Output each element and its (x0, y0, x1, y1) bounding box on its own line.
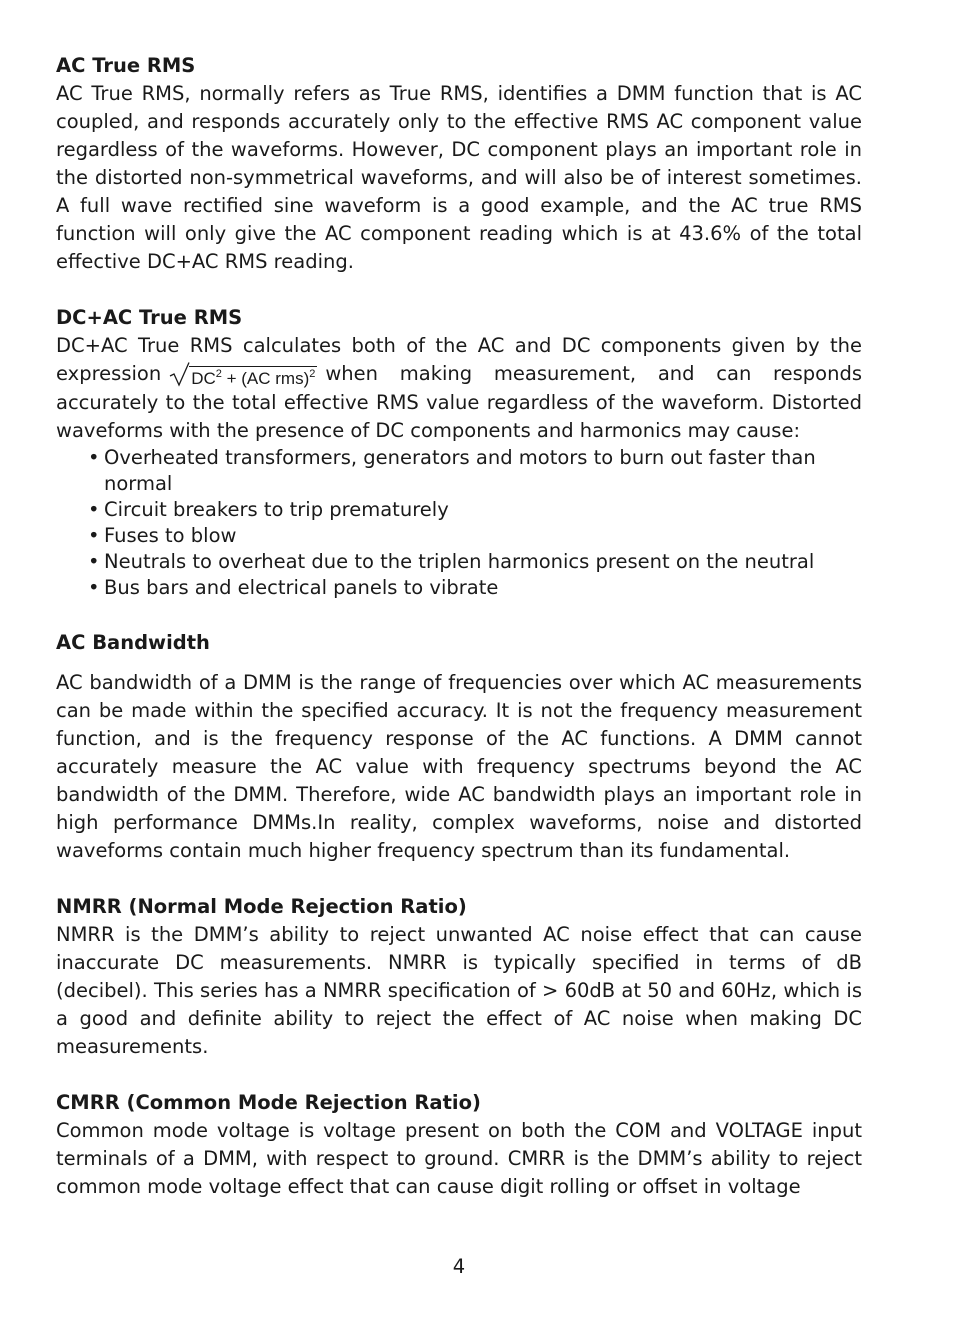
list-item (88, 445, 862, 497)
formula-dc: DC (191, 369, 216, 388)
formula-ac-exponent: 2 (309, 368, 316, 380)
paragraph-ac-bandwidth: AC bandwidth of a DMM is the range of frequencies over which AC measurements can be made within the specified accuracy. It is not the frequency measurement function, and is the frequency response of the AC functions. A DMM cannot accurately measure the AC value with frequency spectrums beyond the AC bandwidth of the DMM. Therefore, wide AC bandwidth plays an important role in high performance DMMs.In reality, complex waveforms, noise and distorted waveforms contain much higher frequency spectrum than its fundamental. (56, 671, 862, 862)
heading-nmrr: NMRR (Normal Mode Rejection Ratio) (56, 895, 467, 918)
square-root-icon (169, 361, 191, 387)
list-item (88, 523, 862, 549)
text-before-formula: DC+AC True RMS calculates both of the AC and DC components given by the expression (56, 334, 862, 385)
paragraph-ac-true-rms: AC True RMS, normally refers as True RMS, identifies a DMM function that is AC coupled, and responds accurately only to the effective RMS AC component value regardless of the waveforms. However, DC component plays an important role in the distorted non-symmetrical waveforms, and will also be of interest sometimes. A full wave rectified sine waveform is a good example, and the AC true RMS function will only give the AC component reading which is at 43.6% of the total effective DC+AC RMS reading. (56, 82, 862, 273)
rms-formula (169, 366, 317, 389)
paragraph-nmrr: NMRR is the DMM’s ability to reject unwanted AC noise effect that can cause inaccurate DC measurements. NMRR is typically specified in terms of dB (decibel). This series has a NMRR specification of > 60dB at 50 and 60Hz, which is a good and definite ability to reject the effect of AC noise when making DC measurements. (56, 923, 862, 1058)
effects-list (56, 445, 862, 601)
bullet-icon: • (88, 524, 100, 547)
manual-page (56, 52, 862, 1201)
list-item-text: Overheated transformers, generators and motors to burn out faster than normal (104, 446, 816, 495)
list-item (88, 497, 862, 523)
page-number: 4 (452, 1255, 466, 1278)
section-spacer (56, 276, 862, 304)
list-item-text: Fuses to blow (104, 524, 237, 547)
heading-ac-true-rms: AC True RMS (56, 54, 196, 77)
list-item-text: Bus bars and electrical panels to vibrate (104, 576, 499, 599)
section-spacer (56, 1061, 862, 1089)
heading-dc-ac-true-rms: DC+AC True RMS (56, 306, 243, 329)
heading-spacer (56, 657, 862, 669)
section-spacer (56, 601, 862, 629)
text-after-formula: when making measurement, and can responds accurately to the total effective RMS value regardless of the waveform. Distorted waveforms with the presence of DC components and harmonics may cause: (56, 362, 862, 442)
formula-dc-exponent: 2 (215, 368, 222, 380)
bullet-icon: • (88, 576, 100, 599)
list-item-text: Neutrals to overheat due to the triplen harmonics present on the neutral (104, 550, 815, 573)
heading-ac-bandwidth: AC Bandwidth (56, 631, 210, 654)
list-item (88, 549, 862, 575)
paragraph-dc-ac-true-rms (56, 332, 862, 445)
formula-ac-rms: + (AC rms) (221, 369, 310, 388)
bullet-icon: • (88, 498, 100, 521)
list-item-text: Circuit breakers to trip prematurely (104, 498, 449, 521)
heading-cmrr: CMRR (Common Mode Rejection Ratio) (56, 1091, 481, 1114)
bullet-icon: • (88, 446, 100, 469)
paragraph-cmrr: Common mode voltage is voltage present on both the COM and VOLTAGE input terminals of a DMM, with respect to ground. CMRR is the DMM’s ability to reject common mode voltage effect that can cause digit rolling or offset in voltage (56, 1119, 862, 1198)
formula-radicand (189, 366, 317, 389)
section-spacer (56, 865, 862, 893)
bullet-icon: • (88, 550, 100, 573)
list-item (88, 575, 862, 601)
